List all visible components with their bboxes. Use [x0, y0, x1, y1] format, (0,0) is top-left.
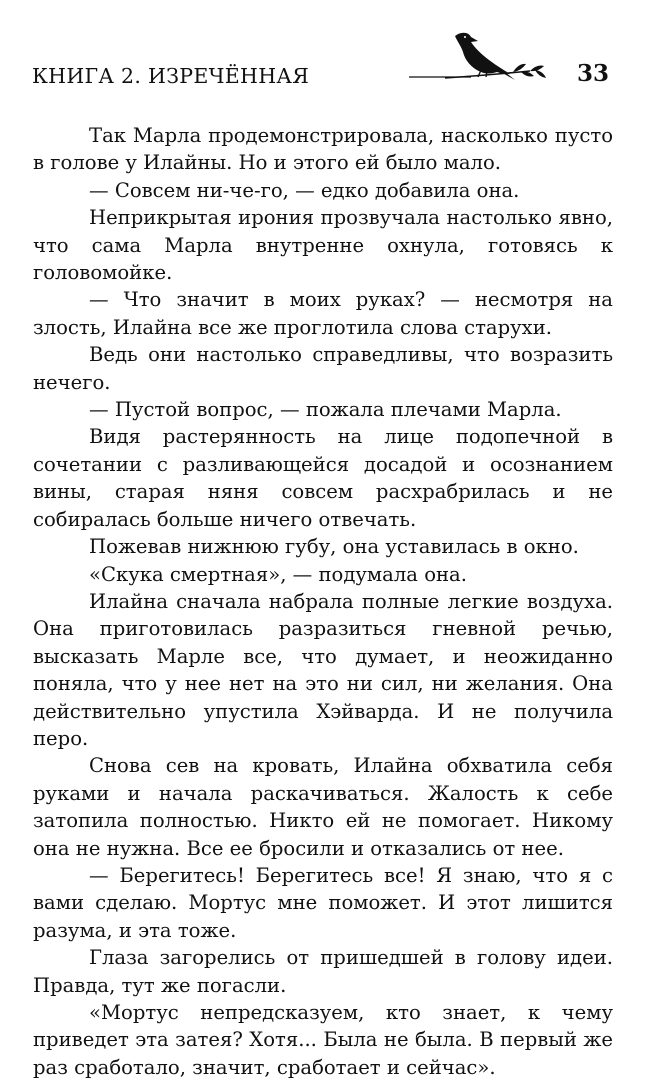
- paragraph: Видя растерянность на лице подопечной в сочетании с разливающейся досадой и осознанием вины, старая няня совсем расхрабрилась и не собиралась больше ничего отвечать.: [33, 425, 613, 531]
- paragraph: — Берегитесь! Берегитесь все! Я знаю, что я с вами сделаю. Мортус мне поможет. И этот лишится разума, и эта тоже.: [33, 863, 613, 942]
- paragraph: «Мортус непредсказуем, кто знает, к чему приведет эта затея? Хотя... Была не была. В первый же раз сработало, значит, сработает и сейчас».: [33, 1001, 613, 1079]
- paragraph: Неприкрытая ирония прозвучала настолько явно, что сама Марла внутренне охнула, готовясь к головомойке.: [33, 206, 613, 285]
- running-title: КНИГА 2. ИЗРЕЧЁННАЯ: [32, 64, 310, 88]
- paragraph: Снова сев на кровать, Илайна обхватила себя руками и начала раскачиваться. Жалость к себе затопила полностью. Никто ей не помогает. Никому она не нужна. Все ее бросили и отказались от нее.: [33, 754, 613, 860]
- page-header: [0, 0, 646, 100]
- paragraph: «Скука смертная», — подумала она.: [89, 562, 467, 586]
- raven-on-branch-icon: [405, 22, 565, 92]
- paragraph: — Совсем ни-че-го, — едко добавила она.: [89, 178, 520, 202]
- paragraph: Так Марла продемонстрировала, насколько пусто в голове у Илайны. Но и этого ей было мало.: [33, 124, 613, 175]
- paragraph: Ведь они настолько справедливы, что возразить нечего.: [33, 343, 613, 394]
- body-text: [33, 122, 613, 1081]
- paragraph: Глаза загорелись от пришедшей в голову идеи. Правда, тут же погасли.: [33, 946, 613, 997]
- paragraph: Илайна сначала набрала полные легкие воздуха. Она приготовилась разразиться гневной речью, высказать Марле все, что думает, и неожиданно поняла, что у нее нет на это ни сил, ни желания. Она действительно упустила Хэйварда. И не получила перо.: [33, 589, 613, 750]
- page-number: 33: [576, 60, 609, 87]
- paragraph: — Пустой вопрос, — пожала плечами Марла.: [89, 398, 562, 422]
- paragraph: Пожевав нижнюю губу, она уставилась в окно.: [89, 535, 579, 559]
- paragraph: — Что значит в моих руках? — несмотря на злость, Илайна все же проглотила слова старухи.: [33, 288, 613, 339]
